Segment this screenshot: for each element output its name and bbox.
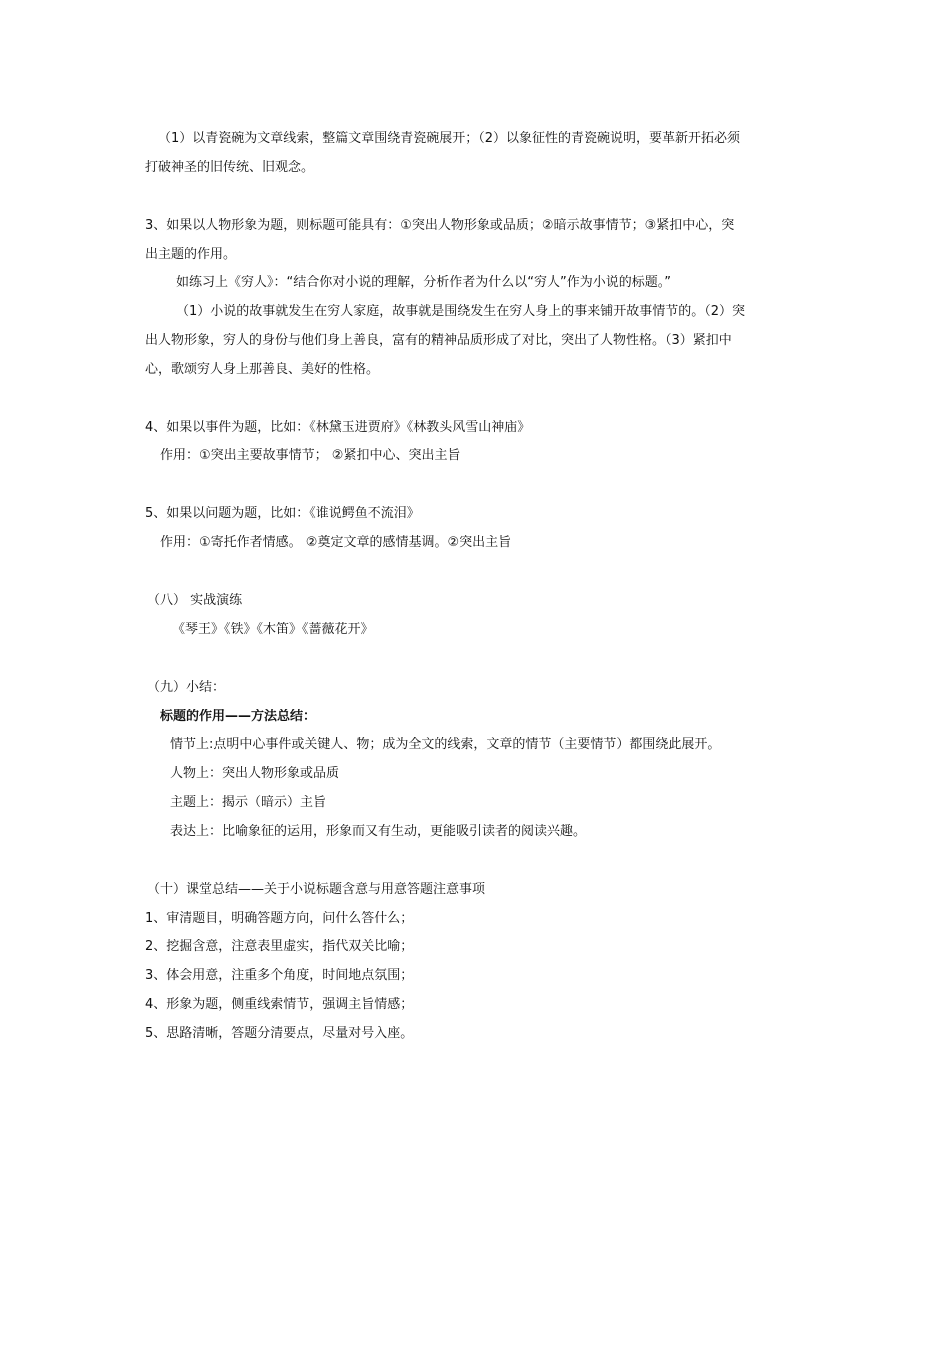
subheading: 标题的作用——方法总结： xyxy=(160,709,317,724)
text-line: 作用：①突出主要故事情节； ②紧扣中心、突出主旨 xyxy=(160,448,461,463)
list-item: 5、思路清晰，答题分清要点，尽量对号入座。 xyxy=(145,1026,414,1041)
text-line: 如练习上《穷人》：“结合你对小说的理解，分析作者为什么以“穷人”作为小说的标题。” xyxy=(176,275,671,290)
section-heading: （八） 实战演练 xyxy=(147,593,243,608)
text-line: 主题上：揭示（暗示）主旨 xyxy=(170,795,327,810)
text-line: 心，歌颂穷人身上那善良、美好的性格。 xyxy=(145,362,380,377)
list-item: 4、形象为题，侧重线索情节，强调主旨情感； xyxy=(145,997,414,1012)
list-item: 2、挖掘含意，注意表里虚实，指代双关比喻； xyxy=(145,939,414,954)
text-line: 出主题的作用。 xyxy=(145,247,237,262)
text-line: 4、如果以事件为题，比如：《林黛玉进贾府》《林教头风雪山神庙》 xyxy=(145,420,531,435)
text-line: 作用：①寄托作者情感。 ②奠定文章的感情基调。②突出主旨 xyxy=(160,535,512,550)
text-line: 《琴王》《铁》《木笛》《蔷薇花开》 xyxy=(172,622,374,637)
text-line: 表达上：比喻象征的运用，形象而又有生动，更能吸引读者的阅读兴趣。 xyxy=(170,824,587,839)
text-line: （1）以青瓷碗为文章线索，整篇文章围绕青瓷碗展开；（2）以象征性的青瓷碗说明，要革新开拓必须 xyxy=(158,131,741,146)
list-item: 3、体会用意，注重多个角度，时间地点氛围； xyxy=(145,968,414,983)
text-line: 情节上:点明中心事件或关键人、物；成为全文的线索，文章的情节（主要情节）都围绕此展开。 xyxy=(170,737,721,752)
list-item: 1、审清题目，明确答题方向，问什么答什么； xyxy=(145,911,414,926)
text-line: （1）小说的故事就发生在穷人家庭，故事就是围绕发生在穷人身上的事来铺开故事情节的。（2）突 xyxy=(176,304,746,319)
section-heading: （九）小结： xyxy=(147,680,226,695)
text-line: 3、如果以人物形象为题，则标题可能具有：①突出人物形象或品质；②暗示故事情节；③紧扣中心，突 xyxy=(145,218,735,233)
text-line: 5、如果以问题为题，比如：《谁说鳄鱼不流泪》 xyxy=(145,506,420,521)
section-heading: （十）课堂总结——关于小说标题含意与用意答题注意事项 xyxy=(147,882,486,897)
text-line: 打破神圣的旧传统、旧观念。 xyxy=(145,160,315,175)
text-line: 出人物形象，穷人的身份与他们身上善良，富有的精神品质形成了对比，突出了人物性格。（3）紧扣中 xyxy=(145,333,732,348)
text-line: 人物上：突出人物形象或品质 xyxy=(170,766,340,781)
